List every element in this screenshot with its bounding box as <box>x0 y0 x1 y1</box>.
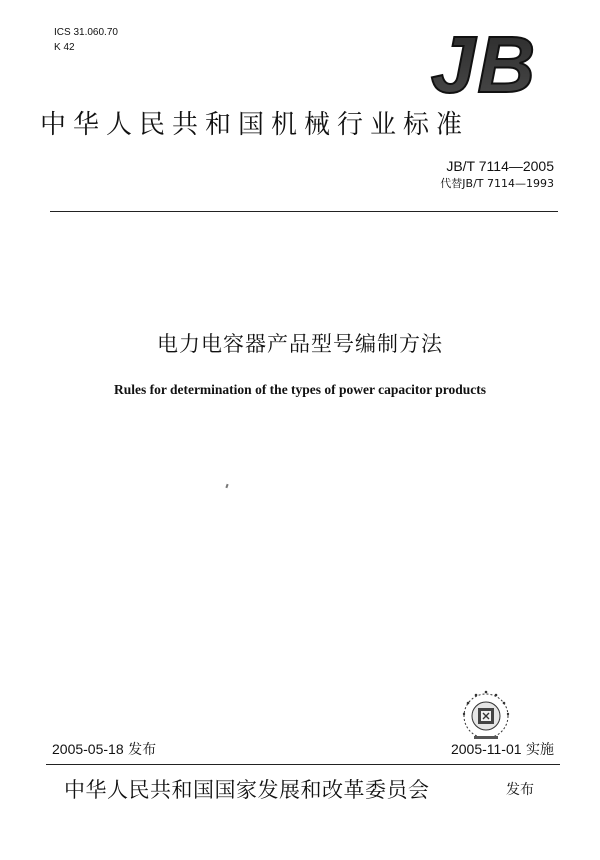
issuer-seal-icon <box>456 686 516 746</box>
standard-category: 中华人民共和国机械行业标准 <box>40 110 470 140</box>
standard-number: JB/T 7114—2005 <box>446 158 554 174</box>
ics-code: ICS 31.060.70 <box>54 27 118 38</box>
implemented-label: 实施 <box>526 742 554 758</box>
published-label: 发布 <box>128 742 157 758</box>
issuer-name: 中华人民共和国国家发展和改革委员会 <box>64 778 430 802</box>
published-date <box>52 740 156 759</box>
replaces-standard: 代替JB/T 7114—1993 <box>440 177 554 190</box>
scan-mark <box>225 484 228 488</box>
jb-logo-text: JB <box>430 22 538 102</box>
top-divider <box>50 211 558 212</box>
classification-code: K 42 <box>54 42 75 53</box>
implemented-date <box>451 740 554 759</box>
implemented-date-value: 2005-11-01 <box>450 741 522 757</box>
bottom-divider <box>46 764 560 765</box>
title-english: Rules for determination of the types of power capacitor products <box>113 382 487 397</box>
jb-logo <box>414 22 554 102</box>
issuer-suffix: 发布 <box>506 782 534 798</box>
title-chinese: 电力电容器产品型号编制方法 <box>157 332 443 356</box>
published-date-value: 2005-05-18 <box>52 741 124 757</box>
